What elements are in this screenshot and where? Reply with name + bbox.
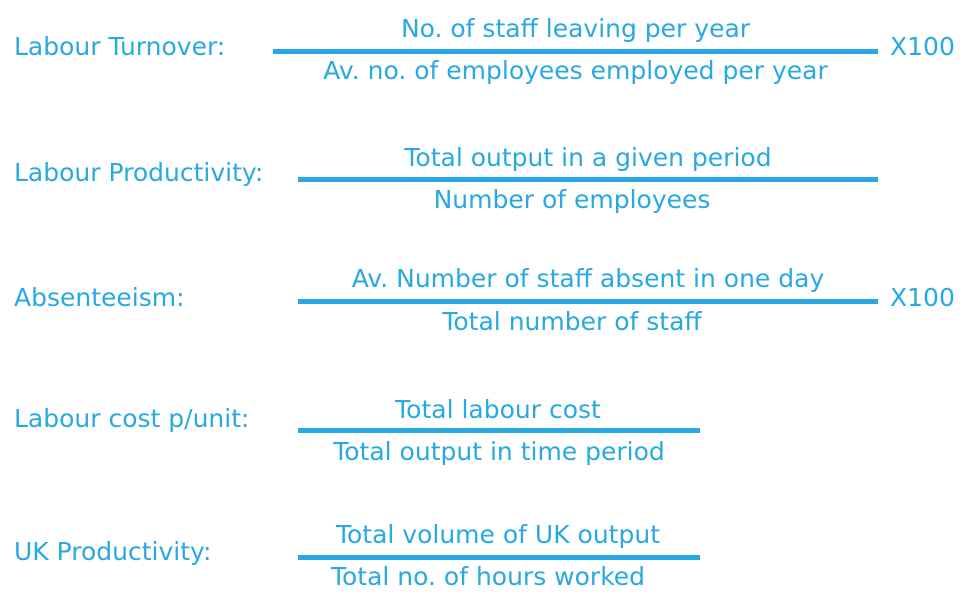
formula-numerator: Total volume of UK output	[335, 520, 661, 549]
formula-denominator: Number of employees	[433, 185, 711, 214]
formula-denominator: Total number of staff	[442, 307, 702, 336]
formula-multiplier: X100	[890, 32, 955, 61]
formula-denominator: Av. no. of employees employed per year	[323, 56, 828, 85]
formula-numerator: Total labour cost	[395, 395, 601, 424]
fraction-bar	[273, 49, 878, 54]
fraction-bar	[298, 299, 878, 304]
formula-numerator: Total output in a given period	[404, 143, 772, 172]
formula-numerator: Av. Number of staff absent in one day	[351, 264, 825, 293]
fraction-bar	[298, 555, 700, 560]
fraction-bar	[298, 428, 700, 433]
formula-denominator: Total no. of hours worked	[330, 562, 646, 591]
formula-denominator: Total output in time period	[333, 437, 665, 466]
formula-numerator: No. of staff leaving per year	[400, 14, 751, 43]
formula-label: Labour cost p/unit:	[14, 404, 250, 433]
formula-label: Absenteeism:	[14, 283, 185, 312]
formula-multiplier: X100	[890, 283, 955, 312]
formula-label: Labour Turnover:	[14, 32, 226, 61]
formula-label: Labour Productivity:	[14, 158, 264, 187]
fraction-bar	[298, 177, 878, 182]
formula-label: UK Productivity:	[14, 537, 212, 566]
